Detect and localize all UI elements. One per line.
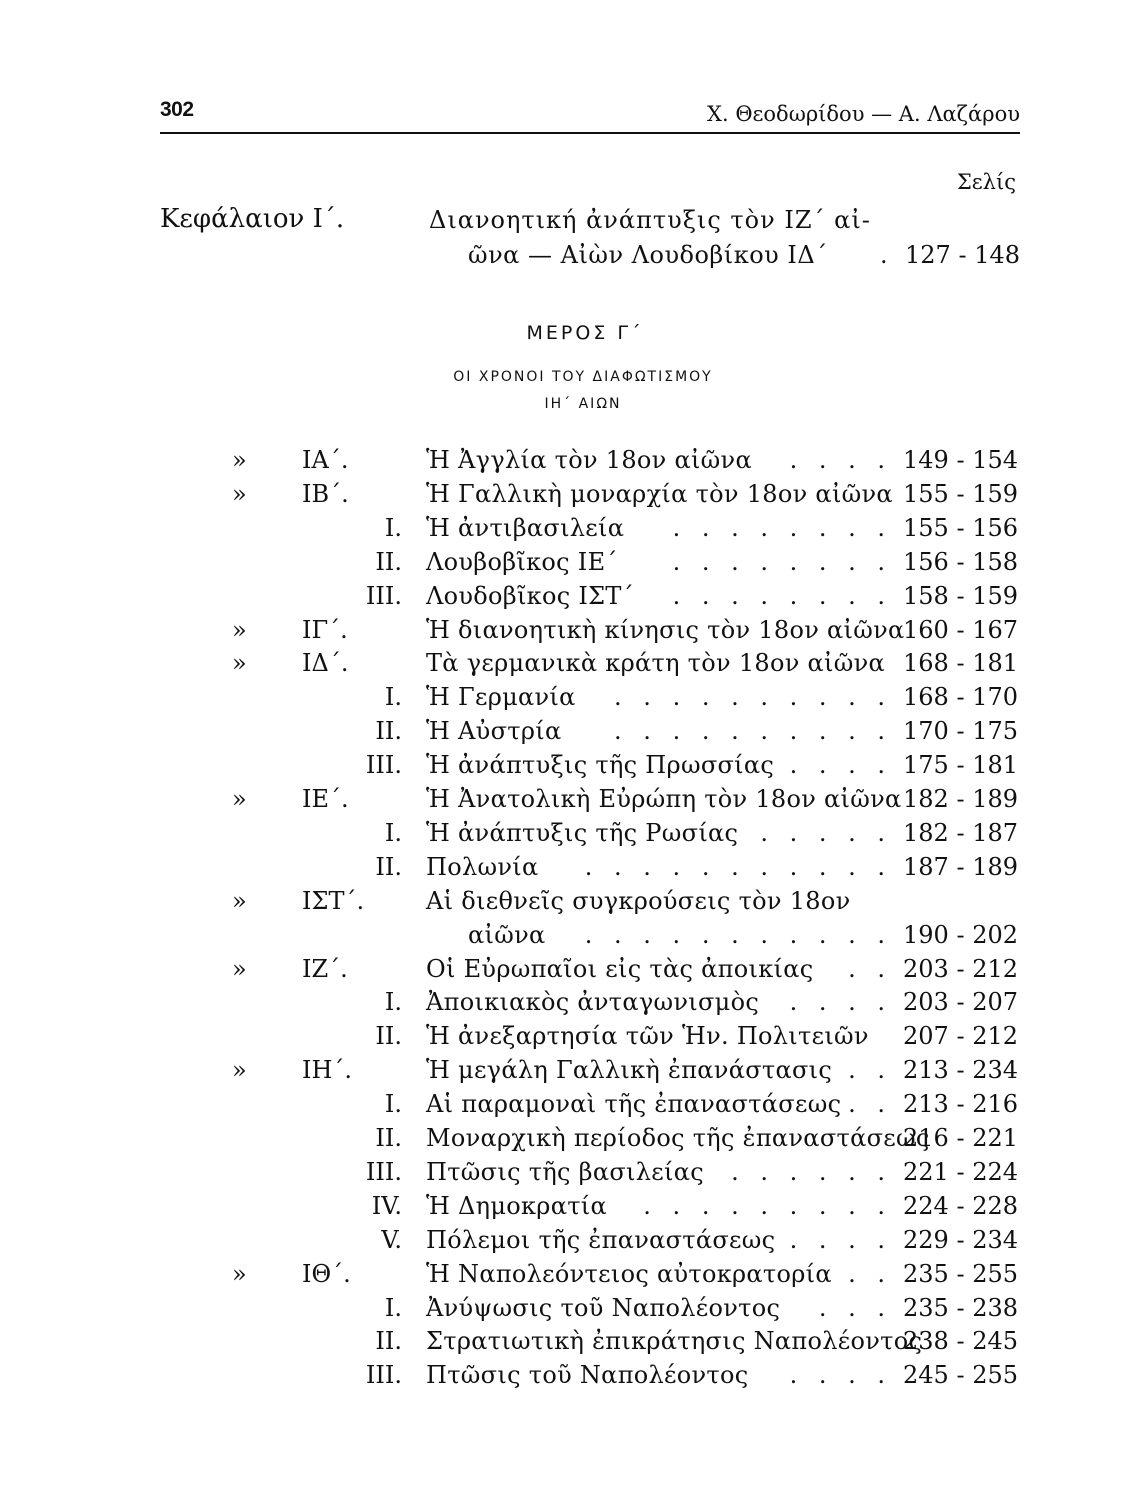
continuation-mark: » [232,785,247,813]
toc-row [0,884,1132,918]
dot-leader: . . . . . . . . [672,581,892,610]
page-range: 187 - 189 [903,852,1018,881]
dot-leader: . . . . . . . . [672,513,892,542]
entry-title: Πόλεμοι τῆς ἐπαναστάσεως [426,1225,776,1254]
page-range: 156 - 158 [903,547,1018,576]
header-rule [160,132,1020,134]
entry-title: Ἡ Γερμανία [426,683,576,712]
toc-row [0,1223,1132,1257]
dot-leader: . . . . . . [731,1157,892,1186]
toc-row [0,1121,1132,1155]
entry-title: Ἡ ἀντιβασιλεία [426,513,625,542]
section-number: Ι. [384,513,402,542]
dot-leader: . . . . . . . . . . . [584,920,892,949]
section-number: ΙΙ. [375,1124,402,1152]
page-range: 229 - 234 [903,1225,1018,1254]
entry-title: Ἡ μεγάλη Γαλλικὴ ἐπανάστασις [426,1056,833,1085]
entry-title: Πτῶσις τῆς βασιλείας [426,1157,704,1186]
entry-title: Λουδοβῖκος ΙΣΤ΄ [426,581,635,610]
page-range: 182 - 189 [903,785,1018,813]
chapter-label: Κεφάλαιον Ι΄. [160,204,345,234]
toc-row [0,850,1132,884]
page-range: 149 - 154 [903,446,1018,474]
entry-title: Ἡ Δημοκρατία [426,1191,608,1220]
entry-title: Λουβοβῖκος ΙΕ΄ [426,547,618,576]
dot-leader: . . . . . . . . . . [614,717,892,746]
page-range: 158 - 159 [903,581,1018,610]
continuation-mark: » [232,479,247,508]
page-range: 207 - 212 [903,1022,1018,1051]
chapter-number: ΙΣΤ΄. [302,886,365,915]
continuation-mark: » [232,1259,247,1288]
chapter-number: ΙΗ΄. [302,1056,353,1085]
toc-row [0,1087,1132,1121]
dot-leader: . . . . . . . . . . [614,683,892,712]
entry-title: Αἱ παραμοναὶ τῆς ἐπαναστάσεως [426,1090,842,1119]
toc-row [0,816,1132,850]
page-range: 170 - 175 [903,717,1018,746]
entry-title: Ἡ Αὐστρία [426,717,562,746]
page-range: 235 - 255 [903,1259,1018,1288]
chapter-number: ΙΒ΄. [302,479,349,508]
chapter-pages: 127 - 148 [905,241,1020,269]
page-range: 175 - 181 [903,751,1018,780]
section-number: Ι. [384,1293,402,1322]
dot-leader: . . . . . . . . . [643,1191,892,1220]
dot-leader: . . . . . . . . . . . [584,852,892,881]
part-subtitle-century: ΙΗ΄ ΑΙΩΝ [544,396,622,412]
section-number: Ι. [384,1090,402,1119]
section-number: Ι. [384,818,402,847]
entry-title: Ἀποικιακὸς ἀνταγωνισμὸς [426,988,760,1017]
toc-row [0,443,1132,477]
entry-title: Ἀνύψωσις τοῦ Ναπολέοντος [426,1293,781,1322]
section-number: ΙΙΙ. [365,1157,402,1186]
chapter-number: ΙΘ΄. [302,1259,351,1288]
entry-title: Μοναρχικὴ περίοδος τῆς ἐπαναστάσεως [426,1124,930,1152]
chapter-number: ΙΑ΄. [302,446,349,474]
toc-row [0,646,1132,680]
section-number: ΙΙΙ. [365,1361,402,1390]
toc-row [0,1155,1132,1189]
section-number: ΙΙ. [375,547,402,576]
chapter-number: ΙΕ΄. [302,785,349,813]
dot-leader: . . . . [789,751,892,780]
entry-title: Ἡ Ναπολεόντειος αὐτοκρατορία [426,1259,832,1288]
entry-title: Ἡ ἀνεξαρτησία τῶν Ἡν. Πολιτειῶν [426,1022,869,1051]
toc-row [0,985,1132,1019]
dot-leader: . . . . [789,1225,892,1254]
dot-leader: . . [848,1090,892,1119]
chapter-title-line1: Διανοητική ἀνάπτυξις τὸν ΙΖ΄ αἰ- [429,206,871,234]
dot-leader: . . [848,954,892,983]
toc-row [0,680,1132,714]
dot-leader: . . . . [789,1361,892,1390]
entry-title: Ἡ Γαλλικὴ μοναρχία τὸν 18ον αἰῶνα [426,479,893,508]
dot-leader: . . . . [789,988,892,1017]
section-number: ΙΙ. [375,1327,402,1356]
toc-row [0,952,1132,986]
dot-leader: . . [848,1259,892,1288]
entry-title: Ἡ Ἀνατολικὴ Εὐρώπη τὸν 18ον αἰῶνα [426,785,902,813]
page-range: 221 - 224 [903,1157,1018,1186]
continuation-mark: » [232,649,247,678]
pages-column-label: Σελίς [956,170,1016,194]
section-number: ΙV. [371,1191,402,1220]
dot-leader: . . [848,1056,892,1085]
toc-row [0,511,1132,545]
page-range: 213 - 216 [903,1090,1018,1119]
entry-title: Ἡ διανοητικὴ κίνησις τὸν 18ον αἰῶνα [426,615,905,644]
toc-row [0,1189,1132,1223]
dot-leader: . . . . . . . . [672,547,892,576]
continuation-mark: » [232,446,247,474]
page-range: 155 - 159 [903,479,1018,508]
entry-title: Αἱ διεθνεῖς συγκρούσεις τὸν 18ον [426,886,851,915]
toc-row [0,579,1132,613]
toc-row [0,918,1132,952]
section-number: ΙΙΙ. [365,751,402,780]
page-range: 168 - 181 [903,649,1018,678]
continuation-mark: » [232,954,247,983]
entry-title: Ἡ Ἀγγλία τὸν 18ον αἰῶνα [426,446,752,474]
entry-title: Πολωνία [426,852,539,881]
chapter-number: ΙΓ΄. [302,615,348,644]
page-range: 203 - 212 [903,954,1018,983]
page-range: 216 - 221 [903,1124,1018,1152]
continuation-mark: » [232,615,247,644]
page-range: 160 - 167 [903,615,1018,644]
page-range: 238 - 245 [903,1327,1018,1356]
entry-title-continuation: αἰῶνα [468,920,546,949]
entry-title: Ἡ ἀνάπτυξις τῆς Πρωσσίας [426,751,775,780]
toc-row [0,748,1132,782]
chapter-number: ΙΖ΄. [302,954,348,983]
page-number: 302 [160,98,194,121]
continuation-mark: » [232,1056,247,1085]
toc-row [0,1019,1132,1053]
continuation-mark: » [232,886,247,915]
section-number: V. [381,1225,402,1254]
dot-leader: . . . . [789,446,892,474]
section-number: Ι. [384,683,402,712]
chapter-title-line2: ῶνα — Αἰὼν Λουδοβίκου ΙΔ΄ [468,241,828,269]
entry-title: Στρατιωτικὴ ἐπικράτησις Ναπολέοντος [426,1327,923,1356]
chapter-leader: . [880,241,888,269]
section-number: ΙΙΙ. [365,581,402,610]
dot-leader: . . . . . [760,818,892,847]
toc-row [0,1291,1132,1325]
toc-row [0,1358,1132,1392]
entry-title: Τὰ γερμανικὰ κράτη τὸν 18ον αἰῶνα [426,649,886,678]
toc-row [0,714,1132,748]
page-range: 168 - 170 [903,683,1018,712]
entry-title: Πτῶσις τοῦ Ναπολέοντος [426,1361,749,1390]
section-number: ΙΙ. [375,852,402,881]
page-range: 155 - 156 [903,513,1018,542]
page-range: 235 - 238 [903,1293,1018,1322]
toc-row [0,477,1132,511]
page-range: 182 - 187 [903,818,1018,847]
section-number: ΙΙ. [375,1022,402,1051]
dot-leader: . . . [818,1293,892,1322]
section-number: Ι. [384,988,402,1017]
part-subtitle: ΟΙ ΧΡΟΝΟΙ ΤΟΥ ΔΙΑΦΩΤΙΣΜΟΥ [453,369,713,385]
toc-row [0,545,1132,579]
entry-title: Ἡ ἀνάπτυξις τῆς Ρωσίας [426,818,739,847]
page-range: 224 - 228 [903,1191,1018,1220]
page-range: 203 - 207 [903,988,1018,1017]
part-title: ΜΕΡΟΣ Γ΄ [526,322,644,344]
page-range: 245 - 255 [903,1361,1018,1390]
toc-row [0,613,1132,647]
page-range: 213 - 234 [903,1056,1018,1085]
running-title: Χ. Θεοδωρίδου — Α. Λαζάρου [707,102,1020,126]
toc-row [0,782,1132,816]
toc-row [0,1324,1132,1358]
page-range: 190 - 202 [903,920,1018,949]
toc-row [0,1257,1132,1291]
entry-title: Οἱ Εὐρωπαῖοι εἰς τὰς ἀποικίας [426,954,814,983]
toc-row [0,1053,1132,1087]
section-number: ΙΙ. [375,717,402,746]
chapter-number: ΙΔ΄. [302,649,349,678]
